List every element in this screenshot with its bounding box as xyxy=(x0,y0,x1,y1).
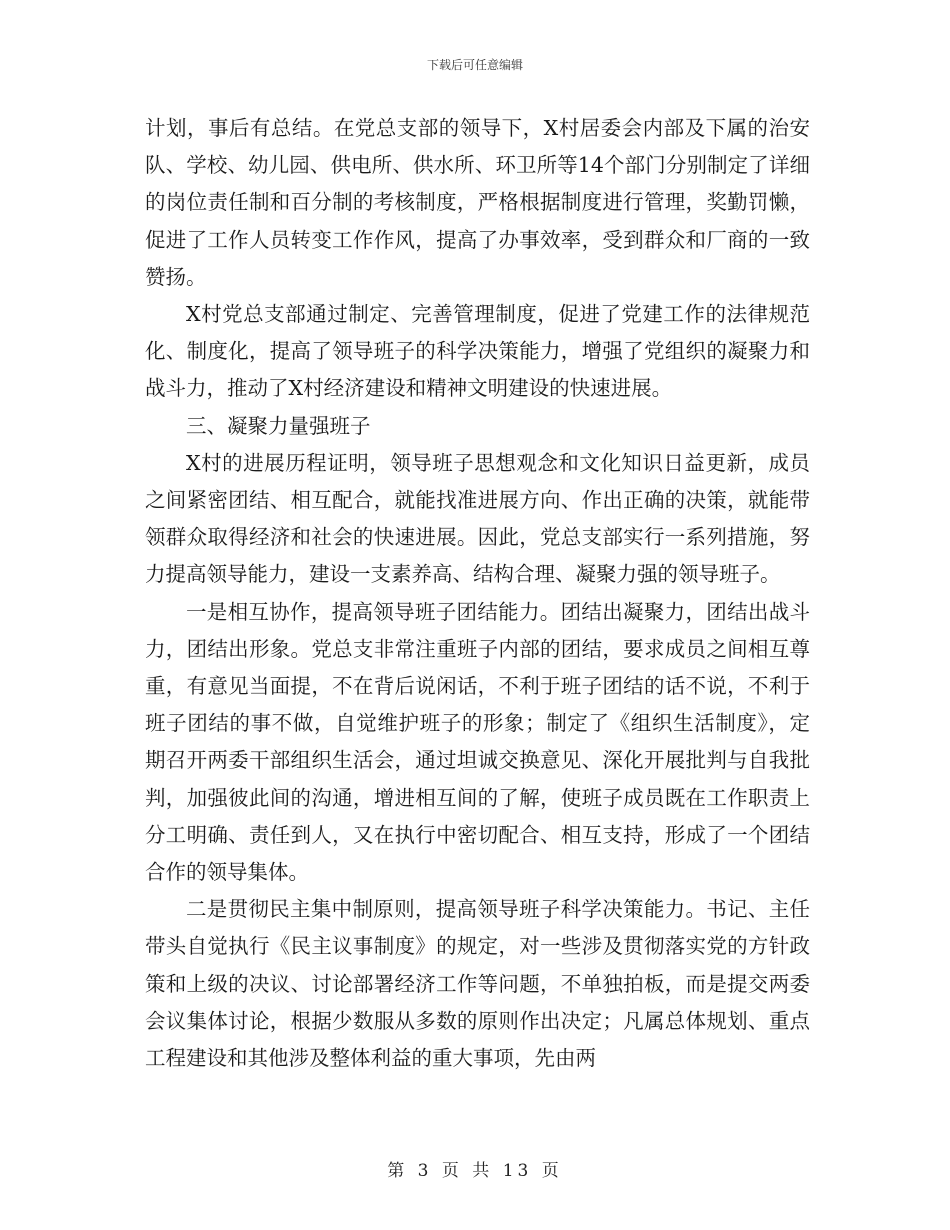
paragraph: X村的进展历程证明，领导班子思想观念和文化知识日益更新，成员之间紧密团结、相互配合，就能找准进展方向、作出正确的决策，就能带领群众取得经济和社会的快速进展。因此，党总支部实行一系列措施，努力提高领导能力，建设一支素养高、结构合理、凝聚力强的领导班子。 xyxy=(145,450,810,587)
paragraph: X村党总支部通过制定、完善管理制度，促进了党建工作的法律规范化、制度化，提高了领导班子的科学决策能力，增强了党组织的凝聚力和战斗力，推动了X村经济建设和精神文明建设的快速进展。 xyxy=(145,302,810,401)
paragraph: 一是相互协作，提高领导班子团结能力。团结出凝聚力，团结出战斗力，团结出形象。党总支非常注重班子内部的团结，要求成员之间相互尊重，有意见当面提，不在背后说闲话，不利于班子团结的话不说，不利于班子团结的事不做，自觉维护班子的形象；制定了《组织生活制度》，定期召开两委干部组织生活会，通过坦诚交换意见、深化开展批判与自我批判，加强彼此间的沟通，增进相互间的了解，使班子成员既在工作职责上分工明确、责任到人，又在执行中密切配合、相互支持，形成了一个团结合作的领导集体。 xyxy=(145,599,810,885)
page-number-footer: 第 3 页 共 13 页 xyxy=(387,1161,563,1181)
paragraph: 二是贯彻民主集中制原则，提高领导班子科学决策能力。书记、主任带头自觉执行《民主议事制度》的规定，对一些涉及贯彻落实党的方针政策和上级的决议、讨论部署经济工作等问题，不单独拍板，而是提交两委会议集体讨论，根据少数服从多数的原则作出决定；凡属总体规划、重点工程建设和其他涉及整体利益的重大事项，先由两 xyxy=(145,897,810,1071)
page-header: 下载后可任意编辑 xyxy=(426,58,523,72)
document-body xyxy=(145,110,810,1077)
section-heading: 三、凝聚力量强班子 xyxy=(186,413,371,438)
paragraph-continuation: 计划，事后有总结。在党总支部的领导下，X村居委会内部及下属的治安队、学校、幼儿园、供电所、供水所、环卫所等14个部门分别制定了详细的岗位责任制和百分制的考核制度，严格根据制度进行管理，奖勤罚懒，促进了工作人员转变工作作风，提高了办事效率，受到群众和厂商的一致赞扬。 xyxy=(145,116,810,289)
